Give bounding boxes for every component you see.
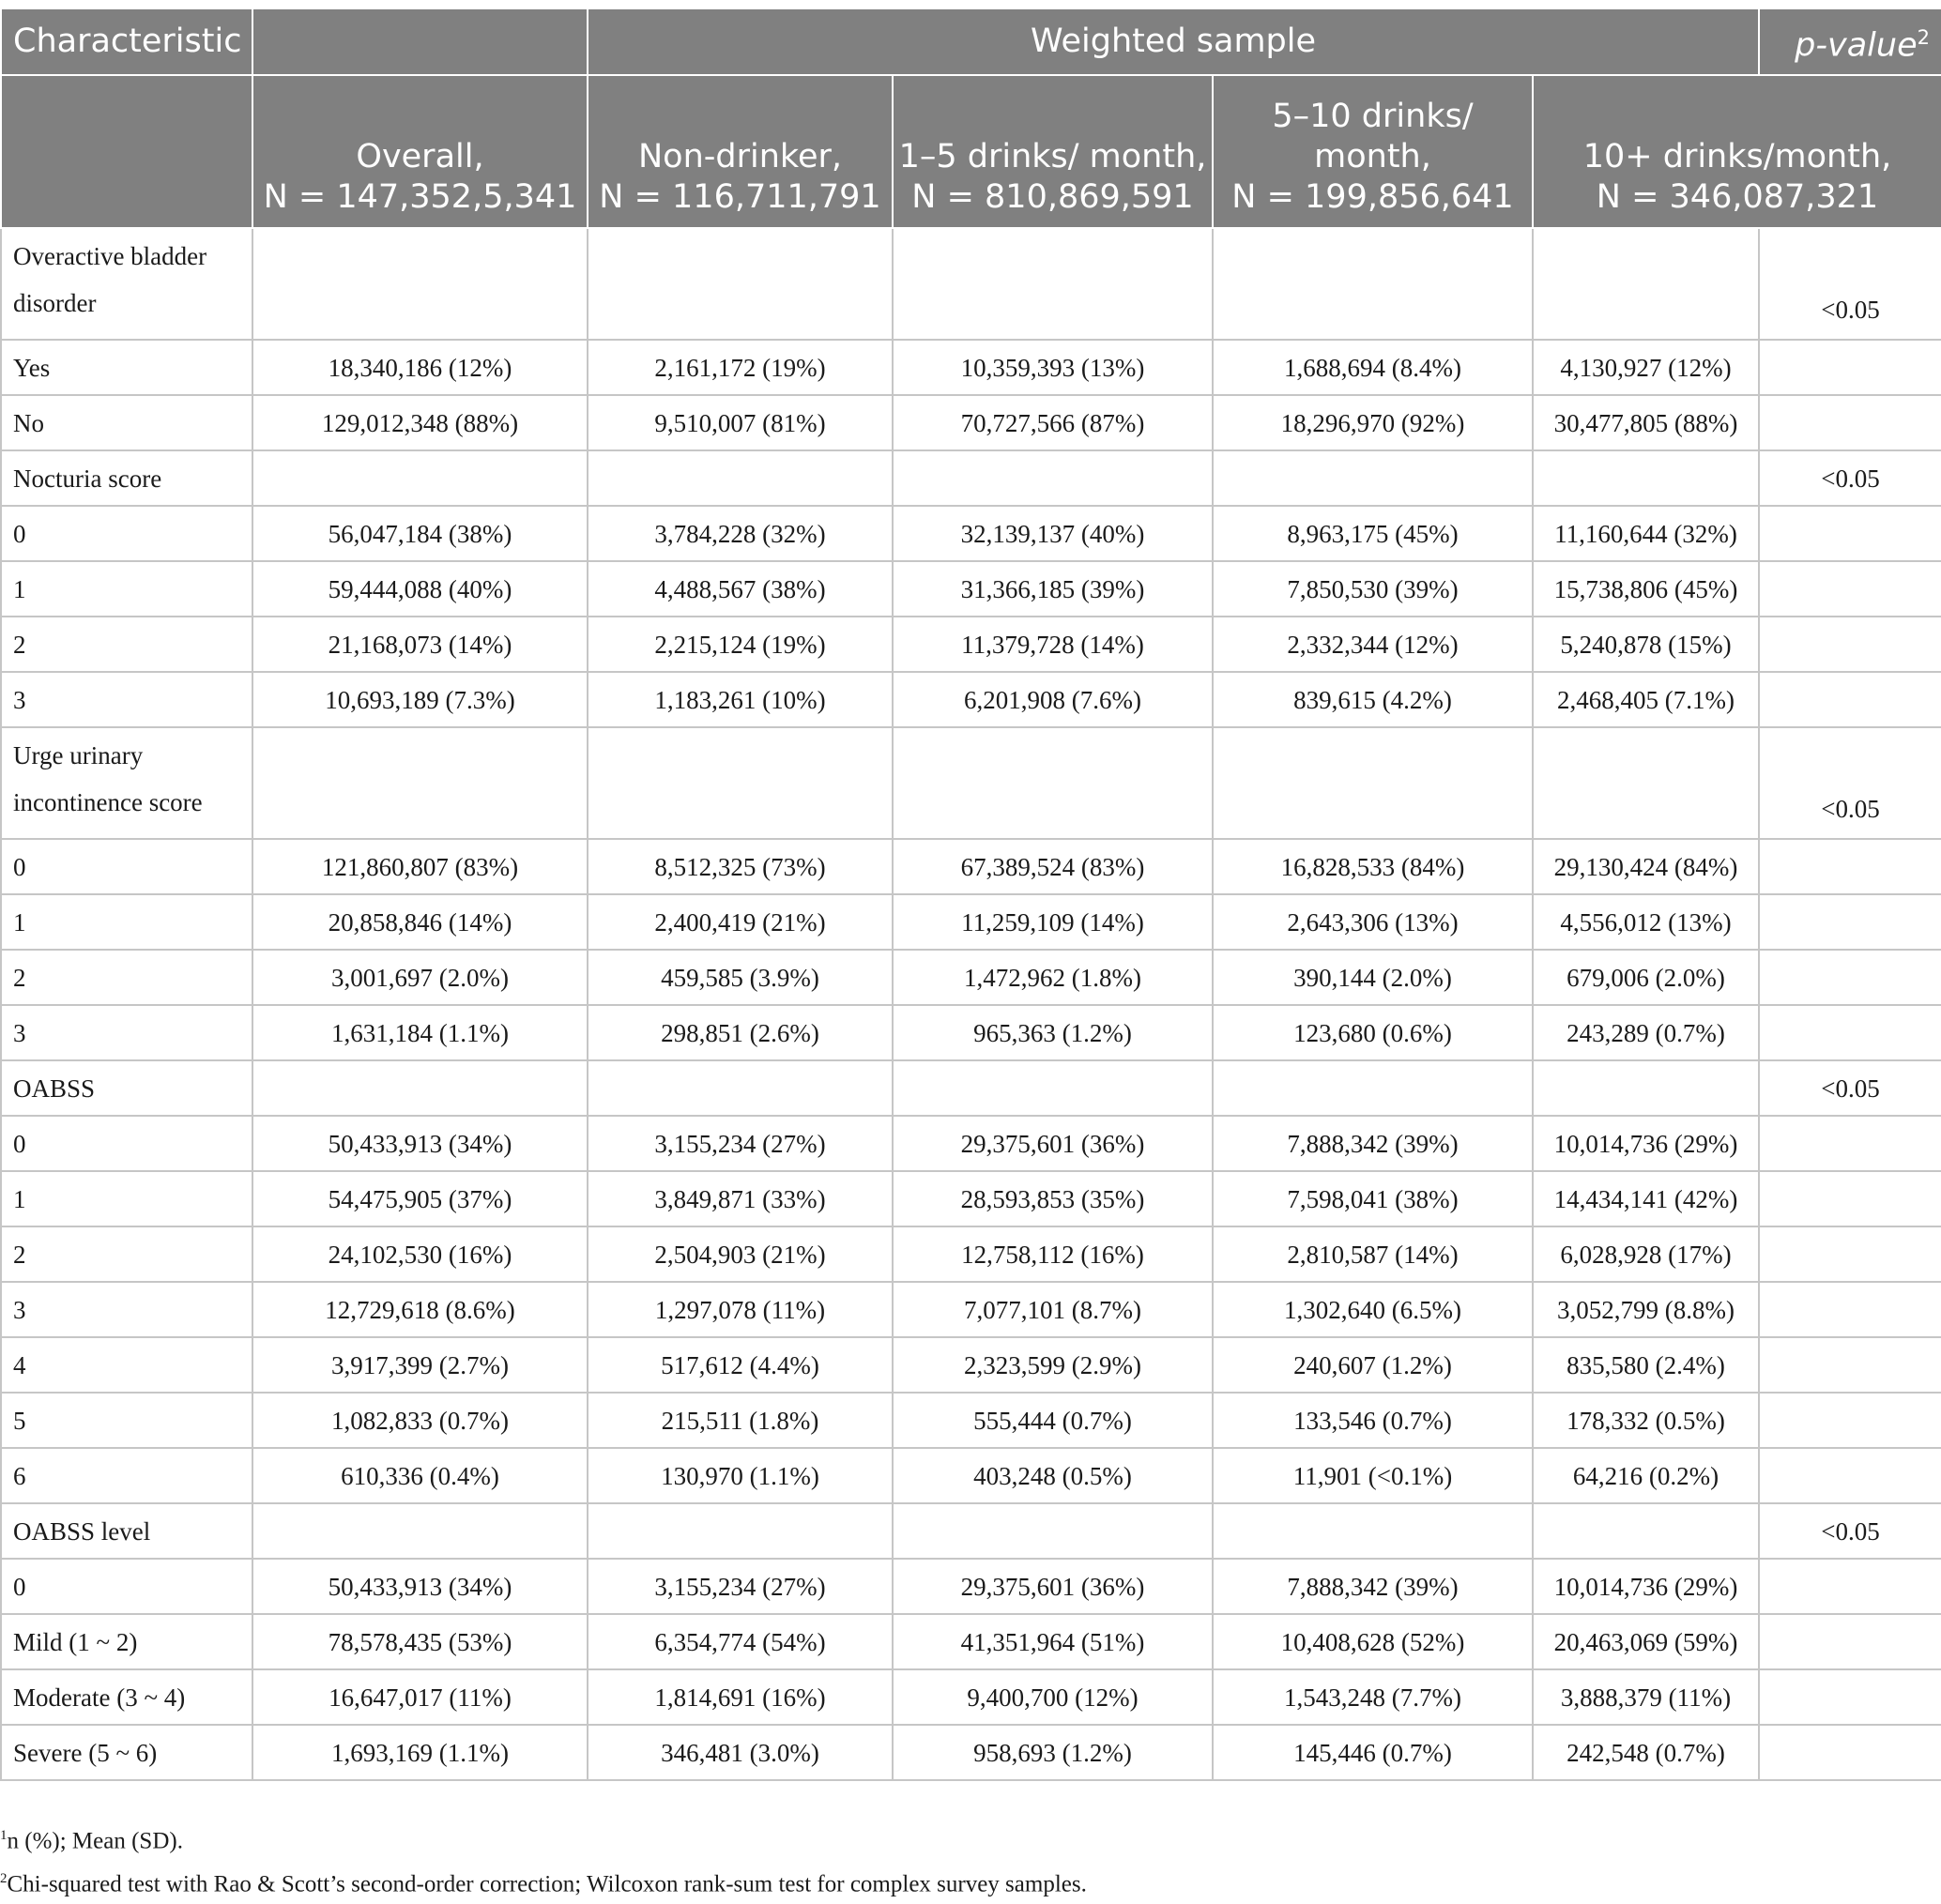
cell-value: 1,082,833 (0.7%) (252, 1393, 588, 1448)
cell-value: 1,543,248 (7.7%) (1213, 1669, 1533, 1725)
cell-value (1533, 228, 1759, 340)
cell-p-value (1759, 839, 1941, 894)
header-spacer (252, 8, 588, 75)
table-row (1, 1282, 1941, 1337)
row-label: 1 (1, 894, 252, 950)
cell-value: 215,511 (1.8%) (588, 1393, 893, 1448)
cell-value: 3,001,697 (2.0%) (252, 950, 588, 1005)
cell-value: 7,598,041 (38%) (1213, 1171, 1533, 1226)
cell-value: 15,738,806 (45%) (1533, 561, 1759, 617)
cell-value: 129,012,348 (88%) (252, 395, 588, 450)
cell-value: 3,155,234 (27%) (588, 1559, 893, 1614)
column-header-name: 5–10 drinks/ month, (1272, 98, 1474, 175)
cell-value (1213, 1503, 1533, 1559)
table-row (1, 506, 1941, 561)
cell-value: 64,216 (0.2%) (1533, 1448, 1759, 1503)
row-label: 1 (1, 561, 252, 617)
cell-p-value (1759, 1282, 1941, 1337)
cell-value: 10,014,736 (29%) (1533, 1559, 1759, 1614)
cell-value: 59,444,088 (40%) (252, 561, 588, 617)
header-weighted-sample: Weighted sample (588, 8, 1759, 75)
cell-p-value: <0.05 (1759, 1503, 1941, 1559)
cell-p-value (1759, 1005, 1941, 1060)
column-header-0 (252, 75, 588, 228)
cell-value (588, 1060, 893, 1116)
cell-value (252, 228, 588, 340)
cell-value: 10,014,736 (29%) (1533, 1116, 1759, 1171)
cell-value: 459,585 (3.9%) (588, 950, 893, 1005)
row-label: Urge urinary incontinence score (1, 727, 252, 839)
cell-value: 18,340,186 (12%) (252, 340, 588, 395)
cell-p-value (1759, 1614, 1941, 1669)
table-row (1, 1337, 1941, 1393)
cell-p-value (1759, 894, 1941, 950)
cell-value: 130,970 (1.1%) (588, 1448, 893, 1503)
cell-value: 6,201,908 (7.6%) (893, 672, 1213, 727)
row-label: 0 (1, 506, 252, 561)
cell-value: 10,408,628 (52%) (1213, 1614, 1533, 1669)
table-container (0, 8, 1941, 1781)
cell-value: 4,130,927 (12%) (1533, 340, 1759, 395)
cell-p-value (1759, 1337, 1941, 1393)
cell-p-value (1759, 1725, 1941, 1780)
header-blank (1, 75, 252, 228)
cell-value: 21,168,073 (14%) (252, 617, 588, 672)
cell-value (1213, 228, 1533, 340)
row-label: Moderate (3 ~ 4) (1, 1669, 252, 1725)
cell-p-value (1759, 561, 1941, 617)
cell-value: 24,102,530 (16%) (252, 1226, 588, 1282)
cell-value: 835,580 (2.4%) (1533, 1337, 1759, 1393)
cell-value: 679,006 (2.0%) (1533, 950, 1759, 1005)
cell-p-value (1759, 506, 1941, 561)
cell-value: 10,693,189 (7.3%) (252, 672, 588, 727)
cell-value: 9,510,007 (81%) (588, 395, 893, 450)
cell-value: 9,400,700 (12%) (893, 1669, 1213, 1725)
cell-value: 3,784,228 (32%) (588, 506, 893, 561)
cell-value: 3,155,234 (27%) (588, 1116, 893, 1171)
cell-p-value: <0.05 (1759, 450, 1941, 506)
row-label: 3 (1, 672, 252, 727)
cell-value: 145,446 (0.7%) (1213, 1725, 1533, 1780)
cell-value: 4,556,012 (13%) (1533, 894, 1759, 950)
table-row (1, 1503, 1941, 1559)
cell-value: 11,379,728 (14%) (893, 617, 1213, 672)
table-row (1, 894, 1941, 950)
row-label: 3 (1, 1282, 252, 1337)
cell-value (588, 450, 893, 506)
header-row-top (1, 8, 1941, 75)
row-label: 1 (1, 1171, 252, 1226)
column-header-name: 1–5 drinks/ month, (898, 138, 1207, 175)
data-table (0, 8, 1941, 1781)
cell-value (893, 228, 1213, 340)
cell-value: 29,130,424 (84%) (1533, 839, 1759, 894)
cell-value: 5,240,878 (15%) (1533, 617, 1759, 672)
row-label: 0 (1, 839, 252, 894)
cell-value: 1,183,261 (10%) (588, 672, 893, 727)
cell-p-value (1759, 1669, 1941, 1725)
cell-value (1533, 1060, 1759, 1116)
cell-value: 242,548 (0.7%) (1533, 1725, 1759, 1780)
cell-p-value (1759, 950, 1941, 1005)
cell-value: 2,323,599 (2.9%) (893, 1337, 1213, 1393)
cell-value (252, 727, 588, 839)
cell-value (252, 1060, 588, 1116)
cell-p-value (1759, 1393, 1941, 1448)
column-header-n: N = 116,711,791 (599, 178, 881, 216)
cell-value (588, 727, 893, 839)
cell-value: 32,139,137 (40%) (893, 506, 1213, 561)
table-header (1, 8, 1941, 228)
cell-value (1213, 1060, 1533, 1116)
cell-value (1533, 450, 1759, 506)
table-row (1, 1226, 1941, 1282)
cell-value: 1,631,184 (1.1%) (252, 1005, 588, 1060)
cell-value: 8,963,175 (45%) (1213, 506, 1533, 561)
cell-p-value: <0.05 (1759, 727, 1941, 839)
cell-value: 50,433,913 (34%) (252, 1116, 588, 1171)
table-row (1, 1393, 1941, 1448)
cell-value (252, 1503, 588, 1559)
cell-value: 133,546 (0.7%) (1213, 1393, 1533, 1448)
cell-value: 7,850,530 (39%) (1213, 561, 1533, 617)
table-row (1, 1116, 1941, 1171)
cell-p-value (1759, 1226, 1941, 1282)
cell-value: 67,389,524 (83%) (893, 839, 1213, 894)
table-row (1, 1669, 1941, 1725)
table-row (1, 450, 1941, 506)
cell-value: 517,612 (4.4%) (588, 1337, 893, 1393)
cell-value: 16,647,017 (11%) (252, 1669, 588, 1725)
cell-value: 50,433,913 (34%) (252, 1559, 588, 1614)
cell-value (893, 1503, 1213, 1559)
cell-value: 54,475,905 (37%) (252, 1171, 588, 1226)
row-label: Yes (1, 340, 252, 395)
cell-value: 11,901 (<0.1%) (1213, 1448, 1533, 1503)
cell-value: 2,332,344 (12%) (1213, 617, 1533, 672)
row-label: Severe (5 ~ 6) (1, 1725, 252, 1780)
row-label: No (1, 395, 252, 450)
footnote (0, 1860, 1087, 1903)
row-label: 0 (1, 1559, 252, 1614)
cell-value (893, 450, 1213, 506)
table-row (1, 561, 1941, 617)
cell-value (893, 727, 1213, 839)
cell-value (1533, 1503, 1759, 1559)
cell-value: 41,351,964 (51%) (893, 1614, 1213, 1669)
row-label: 0 (1, 1116, 252, 1171)
row-label: Mild (1 ~ 2) (1, 1614, 252, 1669)
cell-value: 29,375,601 (36%) (893, 1116, 1213, 1171)
cell-value: 555,444 (0.7%) (893, 1393, 1213, 1448)
cell-value: 3,888,379 (11%) (1533, 1669, 1759, 1725)
cell-p-value (1759, 617, 1941, 672)
header-characteristic: Characteristic (1, 8, 252, 75)
cell-value: 3,917,399 (2.7%) (252, 1337, 588, 1393)
cell-value: 6,028,928 (17%) (1533, 1226, 1759, 1282)
table-row (1, 1559, 1941, 1614)
cell-value: 14,434,141 (42%) (1533, 1171, 1759, 1226)
table-row (1, 672, 1941, 727)
cell-value (893, 1060, 1213, 1116)
cell-value: 346,481 (3.0%) (588, 1725, 893, 1780)
footnote-mark: 1 (0, 1828, 8, 1843)
footnotes (0, 1817, 1087, 1904)
cell-value: 18,296,970 (92%) (1213, 395, 1533, 450)
row-label: Overactive bladder disorder (1, 228, 252, 340)
footnote-mark: 2 (0, 1871, 8, 1887)
cell-p-value: <0.05 (1759, 1060, 1941, 1116)
cell-value: 7,077,101 (8.7%) (893, 1282, 1213, 1337)
cell-value: 29,375,601 (36%) (893, 1559, 1213, 1614)
cell-value (252, 450, 588, 506)
row-label: 4 (1, 1337, 252, 1393)
table-row (1, 950, 1941, 1005)
cell-value: 1,814,691 (16%) (588, 1669, 893, 1725)
cell-value (1213, 450, 1533, 506)
column-header-n: N = 147,352,5,341 (263, 178, 577, 216)
column-header-n: N = 199,856,641 (1231, 178, 1514, 216)
cell-value: 2,643,306 (13%) (1213, 894, 1533, 950)
cell-value (1533, 727, 1759, 839)
cell-value: 12,729,618 (8.6%) (252, 1282, 588, 1337)
cell-value: 16,828,533 (84%) (1213, 839, 1533, 894)
table-body (1, 228, 1941, 1780)
cell-value (1213, 727, 1533, 839)
header-p-value-text: p-value (1795, 26, 1918, 65)
column-header-name: 10+ drinks/month, (1582, 138, 1892, 175)
row-label: 6 (1, 1448, 252, 1503)
cell-value: 2,468,405 (7.1%) (1533, 672, 1759, 727)
table-row (1, 1171, 1941, 1226)
cell-value: 2,400,419 (21%) (588, 894, 893, 950)
cell-p-value (1759, 340, 1941, 395)
table-row (1, 617, 1941, 672)
cell-value: 11,259,109 (14%) (893, 894, 1213, 950)
cell-value: 839,615 (4.2%) (1213, 672, 1533, 727)
row-label: 2 (1, 950, 252, 1005)
cell-value: 8,512,325 (73%) (588, 839, 893, 894)
cell-value: 390,144 (2.0%) (1213, 950, 1533, 1005)
cell-value: 121,860,807 (83%) (252, 839, 588, 894)
cell-value: 7,888,342 (39%) (1213, 1559, 1533, 1614)
cell-value: 11,160,644 (32%) (1533, 506, 1759, 561)
row-label: 3 (1, 1005, 252, 1060)
header-p-value-sup: 2 (1917, 25, 1930, 49)
cell-value: 403,248 (0.5%) (893, 1448, 1213, 1503)
cell-value: 123,680 (0.6%) (1213, 1005, 1533, 1060)
header-p-value (1759, 8, 1941, 75)
cell-p-value (1759, 1116, 1941, 1171)
row-label: 2 (1, 1226, 252, 1282)
cell-value: 20,463,069 (59%) (1533, 1614, 1759, 1669)
cell-value: 12,758,112 (16%) (893, 1226, 1213, 1282)
column-header-4 (1533, 75, 1941, 228)
column-header-3 (1213, 75, 1533, 228)
row-label: 5 (1, 1393, 252, 1448)
cell-value: 20,858,846 (14%) (252, 894, 588, 950)
cell-p-value (1759, 395, 1941, 450)
cell-value: 1,302,640 (6.5%) (1213, 1282, 1533, 1337)
footnote-text: Chi-squared test with Rao & Scott’s second-order correction; Wilcoxon rank-sum test for complex survey samples. (7, 1871, 1087, 1897)
cell-value: 3,052,799 (8.8%) (1533, 1282, 1759, 1337)
cell-value: 2,504,903 (21%) (588, 1226, 893, 1282)
cell-value: 1,693,169 (1.1%) (252, 1725, 588, 1780)
cell-value: 56,047,184 (38%) (252, 506, 588, 561)
cell-value: 70,727,566 (87%) (893, 395, 1213, 450)
row-label: 2 (1, 617, 252, 672)
header-row-columns (1, 75, 1941, 228)
cell-value: 31,366,185 (39%) (893, 561, 1213, 617)
cell-value: 2,215,124 (19%) (588, 617, 893, 672)
column-header-name: Overall, (356, 138, 484, 175)
cell-value: 6,354,774 (54%) (588, 1614, 893, 1669)
column-header-2 (893, 75, 1213, 228)
cell-value: 240,607 (1.2%) (1213, 1337, 1533, 1393)
cell-p-value: <0.05 (1759, 228, 1941, 340)
cell-value: 1,472,962 (1.8%) (893, 950, 1213, 1005)
cell-value: 243,289 (0.7%) (1533, 1005, 1759, 1060)
cell-value: 1,297,078 (11%) (588, 1282, 893, 1337)
cell-value: 1,688,694 (8.4%) (1213, 340, 1533, 395)
cell-value (588, 228, 893, 340)
cell-p-value (1759, 672, 1941, 727)
column-header-1 (588, 75, 893, 228)
row-label: OABSS (1, 1060, 252, 1116)
table-row (1, 395, 1941, 450)
cell-value: 178,332 (0.5%) (1533, 1393, 1759, 1448)
row-label: OABSS level (1, 1503, 252, 1559)
table-row (1, 727, 1941, 839)
cell-value: 965,363 (1.2%) (893, 1005, 1213, 1060)
table-row (1, 1060, 1941, 1116)
footnote (0, 1817, 1087, 1860)
cell-p-value (1759, 1171, 1941, 1226)
cell-p-value (1759, 1448, 1941, 1503)
cell-value: 30,477,805 (88%) (1533, 395, 1759, 450)
cell-value: 958,693 (1.2%) (893, 1725, 1213, 1780)
row-label: Nocturia score (1, 450, 252, 506)
cell-value: 2,161,172 (19%) (588, 340, 893, 395)
cell-p-value (1759, 1559, 1941, 1614)
cell-value (588, 1503, 893, 1559)
column-header-n: N = 346,087,321 (1596, 178, 1879, 216)
footnote-text: n (%); Mean (SD). (7, 1828, 183, 1854)
table-row (1, 1614, 1941, 1669)
cell-value: 28,593,853 (35%) (893, 1171, 1213, 1226)
cell-value: 7,888,342 (39%) (1213, 1116, 1533, 1171)
column-header-name: Non-drinker, (638, 138, 842, 175)
column-header-n: N = 810,869,591 (911, 178, 1194, 216)
cell-value: 10,359,393 (13%) (893, 340, 1213, 395)
table-row (1, 340, 1941, 395)
cell-value: 3,849,871 (33%) (588, 1171, 893, 1226)
cell-value: 298,851 (2.6%) (588, 1005, 893, 1060)
table-row (1, 1725, 1941, 1780)
cell-value: 4,488,567 (38%) (588, 561, 893, 617)
table-row (1, 1448, 1941, 1503)
table-row (1, 1005, 1941, 1060)
cell-value: 78,578,435 (53%) (252, 1614, 588, 1669)
table-row (1, 228, 1941, 340)
cell-value: 610,336 (0.4%) (252, 1448, 588, 1503)
table-row (1, 839, 1941, 894)
cell-value: 2,810,587 (14%) (1213, 1226, 1533, 1282)
